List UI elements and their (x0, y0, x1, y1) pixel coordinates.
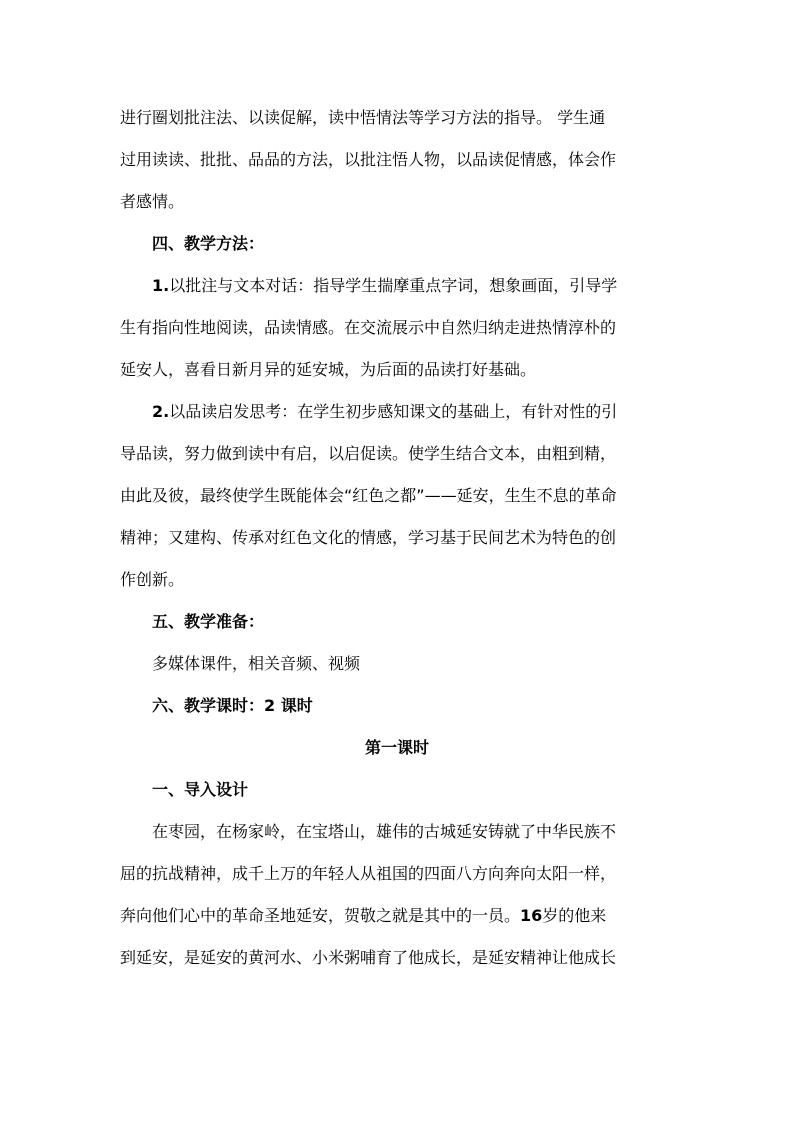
section-heading-class-hours (152, 696, 313, 716)
class-hours-number: 2 (264, 696, 276, 715)
paragraph-line: 作创新。 (120, 570, 185, 589)
paragraph-line: 到延安，是延安的黄河水、小米粥哺育了他成长，是延安精神让他成长 (120, 948, 617, 967)
age-number: 16 (520, 906, 543, 925)
paragraph-line-with-age (120, 906, 606, 926)
method-1-first-line (152, 276, 617, 296)
paragraph-line: 者感情。 (120, 192, 185, 211)
paragraph-line: 过用读读、批批、品品的方法，以批注悟人物，以品读促情感，体会作 (120, 150, 617, 169)
paragraph-text: 岁的他来 (542, 906, 607, 925)
part-heading-introduction: 一、导入设计 (152, 780, 249, 799)
paragraph-line: 在枣园，在杨家岭，在宝塔山，雄伟的古城延安铸就了中华民族不 (152, 822, 617, 841)
method-2-first-line (152, 402, 617, 422)
method-1-text: 以批注与文本对话：指导学生揣摩重点字词，想象画面，引导学 (169, 276, 618, 295)
paragraph-line: 进行圈划批注法、以读促解，读中悟情法等学习方法的指导。 学生通 (120, 108, 606, 127)
paragraph-line: 生有指向性地阅读，品读情感。在交流展示中自然归纳走进热情淳朴的 (120, 318, 617, 337)
paragraph-line: 由此及彼，最终使学生既能体会“红色之都”——延安，生生不息的革命 (120, 486, 617, 505)
paragraph-text: 奔向他们心中的革命圣地延安，贺敬之就是其中的一员。 (120, 906, 521, 925)
method-1-number: 1. (152, 276, 170, 295)
class-hours-label: 六、教学课时： (152, 696, 265, 715)
section-heading-teaching-methods: 四、教学方法： (152, 234, 265, 253)
paragraph-line: 精神；又建构、传承对红色文化的情感，学习基于民间艺术为特色的创 (120, 528, 617, 547)
paragraph-line: 屈的抗战精神，成千上万的年轻人从祖国的四面八方向奔向太阳一样， (120, 864, 617, 883)
lesson-title: 第一课时 (364, 738, 429, 757)
paragraph-line: 导品读，努力做到读中有启，以启促读。使学生结合文本，由粗到精， (120, 444, 617, 463)
class-hours-unit: 课时 (275, 696, 313, 715)
section-heading-teaching-preparation: 五、教学准备： (152, 612, 265, 631)
method-2-number: 2. (152, 402, 170, 421)
paragraph-line: 延安人，喜看日新月异的延安城，为后面的品读打好基础。 (120, 360, 537, 379)
method-2-text: 以品读启发思考：在学生初步感知课文的基础上，有针对性的引 (169, 402, 618, 421)
preparation-content: 多媒体课件，相关音频、视频 (152, 654, 361, 673)
